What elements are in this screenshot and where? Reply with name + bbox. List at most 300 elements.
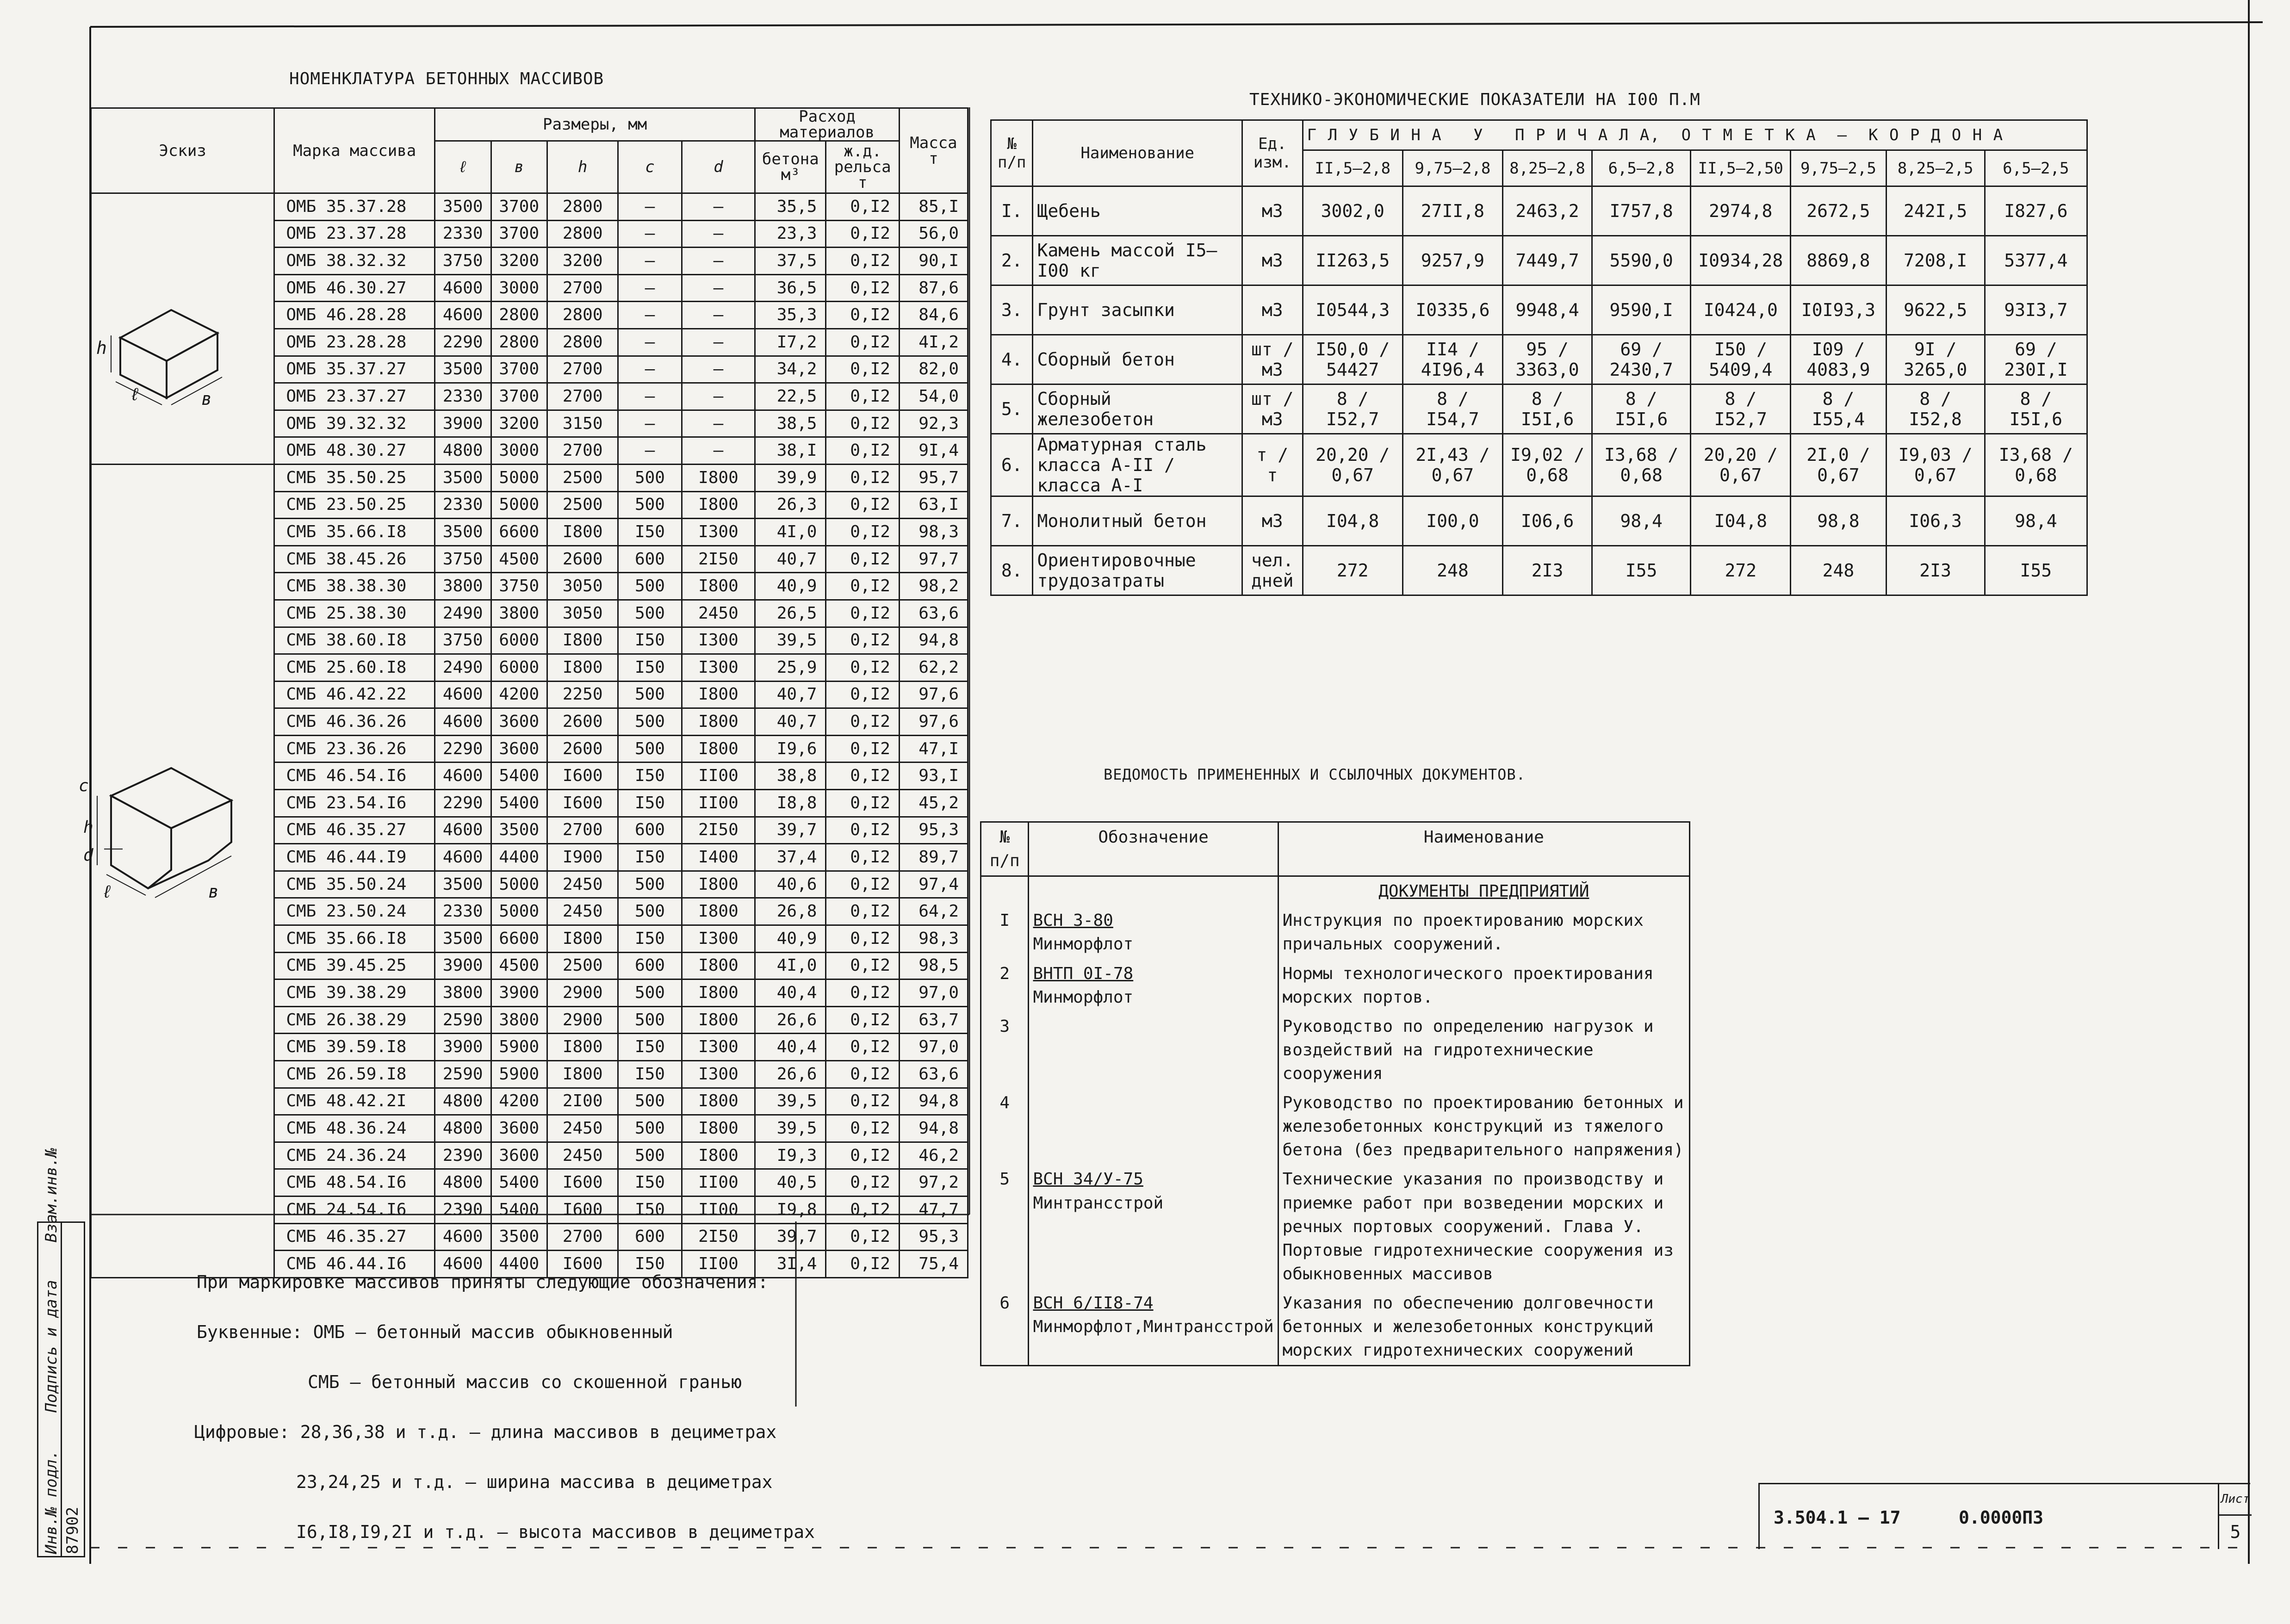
value-cell: I0544,3	[1303, 285, 1403, 335]
value-cell: –	[682, 329, 755, 356]
docs-section: ДОКУМЕНТЫ ПРЕДПРИЯТИЙ	[1278, 876, 1689, 906]
row-unit: шт / м3	[1242, 335, 1303, 384]
value-cell: –	[682, 193, 755, 221]
sketch-smb-l: ℓ	[102, 881, 112, 902]
value-cell: 3500	[434, 871, 491, 898]
value-cell: 26,5	[755, 600, 826, 627]
row-number: 8.	[991, 546, 1033, 595]
value-cell: 6600	[491, 925, 547, 953]
mark-cell: СМБ 46.44.I9	[274, 844, 435, 871]
value-cell: I757,8	[1592, 186, 1691, 236]
header-l: ℓ	[434, 141, 491, 193]
value-cell: I800	[547, 925, 618, 953]
value-cell: I800	[547, 627, 618, 654]
value-cell: 40,9	[755, 573, 826, 600]
value-cell: 2330	[434, 491, 491, 519]
value-cell: 0,I2	[826, 464, 900, 491]
value-cell: 20,20 / 0,67	[1303, 434, 1403, 496]
row-number: 4.	[991, 335, 1033, 384]
value-cell: 4500	[491, 545, 547, 573]
value-cell: 89,7	[899, 844, 968, 871]
value-cell: 0,I2	[826, 1251, 900, 1278]
value-cell: 3800	[491, 600, 547, 627]
value-cell: I7,2	[755, 329, 826, 356]
value-cell: 40,9	[755, 925, 826, 953]
tech-h-depth: Г Л У Б И Н А У П Р И Ч А Л А, О Т М Е Т К А – К О Р Д О Н А	[1303, 120, 2087, 150]
value-cell: I06,3	[1886, 496, 1985, 546]
doc-code: ВСН 3-80	[1033, 911, 1113, 930]
doc-row	[981, 1088, 1690, 1165]
table-row	[91, 193, 968, 221]
value-cell: I0I93,3	[1791, 285, 1886, 335]
header-mass: Масса т	[899, 108, 968, 193]
value-cell: I8,8	[755, 790, 826, 817]
value-cell: 69 / 2430,7	[1592, 335, 1691, 384]
value-cell: 7208,I	[1886, 236, 1985, 285]
value-cell: –	[618, 274, 682, 302]
row-number: 5.	[991, 384, 1033, 434]
value-cell: 500	[618, 871, 682, 898]
value-cell: 4200	[491, 1088, 547, 1115]
value-cell: I50,0 / 54427	[1303, 335, 1403, 384]
table-row	[991, 335, 2087, 384]
value-cell: 97,4	[899, 871, 968, 898]
mark-cell: ОМБ 23.28.28	[274, 329, 435, 356]
value-cell: 3200	[491, 410, 547, 437]
value-cell: 3500	[434, 193, 491, 221]
value-cell: II4 / 4I96,4	[1403, 335, 1502, 384]
legend-line-6: I6,I8,I9,2I и т.д. – высота массивов в дециметрах	[296, 1522, 815, 1542]
value-cell: 5000	[491, 898, 547, 925]
value-cell: 0,I2	[826, 193, 900, 221]
tech-title: ТЕХНИКО-ЭКОНОМИЧЕСКИЕ ПОКАЗАТЕЛИ НА I00 П.М	[1249, 90, 1700, 109]
value-cell: 2330	[434, 383, 491, 410]
value-cell: 4600	[434, 844, 491, 871]
doc-code-cell	[1029, 1088, 1278, 1165]
value-cell: 0,I2	[826, 1169, 900, 1196]
value-cell: II00	[682, 762, 755, 790]
value-cell: 6600	[491, 519, 547, 546]
mark-cell: СМБ 46.42.22	[274, 681, 435, 708]
sketch-smb-side	[148, 800, 231, 888]
doc-number: I	[981, 906, 1029, 959]
value-cell: 2250	[547, 681, 618, 708]
header-sizes: Размеры, мм	[434, 108, 755, 141]
value-cell: 8 / I52,7	[1303, 384, 1403, 434]
depth-header: II,5–2,8	[1303, 150, 1403, 186]
value-cell: 9257,9	[1403, 236, 1502, 285]
value-cell: I300	[682, 1034, 755, 1061]
value-cell: 242I,5	[1886, 186, 1985, 236]
value-cell: 4600	[434, 817, 491, 844]
mark-cell: СМБ 24.36.24	[274, 1142, 435, 1169]
value-cell: 0,I2	[826, 410, 900, 437]
mark-cell: СМБ 23.50.25	[274, 491, 435, 519]
value-cell: 35,3	[755, 302, 826, 329]
value-cell: 2800	[491, 302, 547, 329]
mark-cell: СМБ 35.50.24	[274, 871, 435, 898]
value-cell: 4800	[434, 1088, 491, 1115]
value-cell: 5400	[491, 1169, 547, 1196]
value-cell: 97,7	[899, 545, 968, 573]
value-cell: 4200	[491, 681, 547, 708]
doc-number: 3	[981, 1012, 1029, 1088]
sketch-smb	[79, 750, 273, 916]
row-unit: шт / м3	[1242, 384, 1303, 434]
value-cell: 2672,5	[1791, 186, 1886, 236]
value-cell: I800	[682, 1006, 755, 1034]
sheet-label: Лист	[2219, 1484, 2252, 1516]
mark-cell: СМБ 38.38.30	[274, 573, 435, 600]
value-cell: 3750	[434, 248, 491, 275]
value-cell: 94,8	[899, 627, 968, 654]
value-cell: 2I50	[682, 545, 755, 573]
value-cell: 5590,0	[1592, 236, 1691, 285]
doc-org: Минтрансстрой	[1033, 1193, 1164, 1213]
value-cell: 39,7	[755, 1223, 826, 1251]
sketch-omb-front	[120, 338, 167, 398]
row-number: I.	[991, 186, 1033, 236]
value-cell: 500	[618, 464, 682, 491]
value-cell: 2390	[434, 1142, 491, 1169]
value-cell: 2700	[547, 356, 618, 383]
value-cell: I50	[618, 1034, 682, 1061]
value-cell: 84,6	[899, 302, 968, 329]
value-cell: 2450	[682, 600, 755, 627]
value-cell: 63,6	[899, 1061, 968, 1088]
value-cell: 3700	[491, 193, 547, 221]
value-cell: I900	[547, 844, 618, 871]
value-cell: 0,I2	[826, 302, 900, 329]
value-cell: 2974,8	[1691, 186, 1791, 236]
value-cell: 2900	[547, 1006, 618, 1034]
value-cell: 500	[618, 898, 682, 925]
row-unit: т / т	[1242, 434, 1303, 496]
value-cell: 26,8	[755, 898, 826, 925]
value-cell: 0,I2	[826, 437, 900, 465]
value-cell: 2500	[547, 464, 618, 491]
doc-row	[981, 1289, 1690, 1366]
value-cell: 4600	[434, 274, 491, 302]
value-cell: 0,I2	[826, 681, 900, 708]
value-cell: I800	[682, 681, 755, 708]
value-cell: 98,3	[899, 925, 968, 953]
value-cell: I800	[682, 491, 755, 519]
table-row	[991, 236, 2087, 285]
mark-cell: ОМБ 46.30.27	[274, 274, 435, 302]
value-cell: 56,0	[899, 220, 968, 248]
table-row	[991, 546, 2087, 595]
value-cell: I800	[682, 952, 755, 979]
docs-table	[980, 821, 1690, 1366]
value-cell: 90,I	[899, 248, 968, 275]
sketch-omb-b: в	[201, 389, 212, 409]
value-cell: 2390	[434, 1196, 491, 1223]
mark-cell: СМБ 48.36.24	[274, 1115, 435, 1142]
value-cell: 2700	[547, 274, 618, 302]
value-cell: 3600	[491, 735, 547, 762]
mark-cell: СМБ 26.38.29	[274, 1006, 435, 1034]
value-cell: 3000	[491, 437, 547, 465]
doc-number: 4	[981, 1088, 1029, 1165]
value-cell: 64,2	[899, 898, 968, 925]
row-name: Монолитный бетон	[1033, 496, 1242, 546]
value-cell: 2800	[547, 329, 618, 356]
value-cell: 0,I2	[826, 356, 900, 383]
value-cell: 2800	[547, 193, 618, 221]
value-cell: 2463,2	[1503, 186, 1592, 236]
value-cell: 4800	[434, 1169, 491, 1196]
value-cell: 37,4	[755, 844, 826, 871]
value-cell: 85,I	[899, 193, 968, 221]
value-cell: 3900	[434, 952, 491, 979]
value-cell: 2I3	[1503, 546, 1592, 595]
value-cell: I300	[682, 627, 755, 654]
value-cell: 0,I2	[826, 925, 900, 953]
value-cell: I800	[682, 1142, 755, 1169]
value-cell: 5900	[491, 1061, 547, 1088]
value-cell: 2800	[491, 329, 547, 356]
table-row	[91, 464, 968, 491]
header-h: ℎ	[547, 141, 618, 193]
value-cell: I50	[618, 1061, 682, 1088]
value-cell: 600	[618, 1223, 682, 1251]
value-cell: 98,4	[1592, 496, 1691, 546]
row-name: Сборный железобетон	[1033, 384, 1242, 434]
sketch-omb	[93, 273, 259, 421]
value-cell: 2290	[434, 329, 491, 356]
value-cell: I9,6	[755, 735, 826, 762]
value-cell: –	[618, 193, 682, 221]
row-unit: м3	[1242, 285, 1303, 335]
value-cell: 2450	[547, 871, 618, 898]
value-cell: 0,I2	[826, 1006, 900, 1034]
value-cell: 93,I	[899, 762, 968, 790]
value-cell: 500	[618, 681, 682, 708]
value-cell: 0,I2	[826, 545, 900, 573]
value-cell: 3750	[434, 545, 491, 573]
value-cell: I800	[547, 1061, 618, 1088]
doc-name: Указания по обеспечению долговечности бетонных и железобетонных конструкций морских гидротехнических сооружений	[1278, 1289, 1689, 1366]
value-cell: –	[618, 220, 682, 248]
value-cell: I800	[682, 1115, 755, 1142]
docs-h-name: Наименование	[1278, 822, 1689, 876]
value-cell: 23,3	[755, 220, 826, 248]
mark-cell: СМБ 35.50.25	[274, 464, 435, 491]
value-cell: 2I50	[682, 817, 755, 844]
depth-header: 9,75–2,5	[1791, 150, 1886, 186]
value-cell: 40,7	[755, 681, 826, 708]
marking-legend	[194, 1245, 815, 1569]
value-cell: 47,7	[899, 1196, 968, 1223]
side-stamp	[37, 1147, 85, 1557]
value-cell: 40,7	[755, 545, 826, 573]
mark-cell: ОМБ 35.37.28	[274, 193, 435, 221]
value-cell: 40,6	[755, 871, 826, 898]
value-cell: 0,I2	[826, 491, 900, 519]
value-cell: 4500	[491, 952, 547, 979]
value-cell: 34,2	[755, 356, 826, 383]
value-cell: 8 / I54,7	[1403, 384, 1502, 434]
value-cell: 500	[618, 1088, 682, 1115]
mark-cell: ОМБ 46.28.28	[274, 302, 435, 329]
value-cell: 0,I2	[826, 1061, 900, 1088]
value-cell: I600	[547, 1169, 618, 1196]
value-cell: 9I,4	[899, 437, 968, 465]
value-cell: 3002,0	[1303, 186, 1403, 236]
value-cell: –	[618, 302, 682, 329]
row-unit: м3	[1242, 496, 1303, 546]
value-cell: 6000	[491, 627, 547, 654]
value-cell: –	[682, 356, 755, 383]
value-cell: 40,7	[755, 708, 826, 736]
value-cell: 3000	[491, 274, 547, 302]
value-cell: 54,0	[899, 383, 968, 410]
value-cell: 63,I	[899, 491, 968, 519]
value-cell: 40,5	[755, 1169, 826, 1196]
sketch-omb-h: ℎ	[96, 338, 107, 358]
doc-code-cell	[1029, 1012, 1278, 1088]
sketch-smb-b: в	[208, 881, 219, 902]
doc-number: 0.0000ПЗ	[1959, 1507, 2044, 1528]
value-cell: I06,6	[1503, 496, 1592, 546]
value-cell: 3500	[434, 464, 491, 491]
depth-header: 6,5–2,5	[1985, 150, 2087, 186]
mark-cell: ОМБ 23.37.28	[274, 220, 435, 248]
table-row	[991, 434, 2087, 496]
value-cell: 5377,4	[1985, 236, 2087, 285]
value-cell: II00	[682, 1169, 755, 1196]
value-cell: 98,2	[899, 573, 968, 600]
value-cell: 69 / 230I,I	[1985, 335, 2087, 384]
value-cell: 40,4	[755, 979, 826, 1007]
value-cell: 5400	[491, 790, 547, 817]
title-block	[1758, 1483, 2250, 1549]
value-cell: 0,I2	[826, 898, 900, 925]
sign-label: Подпись и дата	[42, 1280, 61, 1413]
value-cell: 27II,8	[1403, 186, 1502, 236]
mark-cell: СМБ 38.45.26	[274, 545, 435, 573]
table-row	[991, 285, 2087, 335]
value-cell: 500	[618, 735, 682, 762]
value-cell: 22,5	[755, 383, 826, 410]
value-cell: 5900	[491, 1034, 547, 1061]
value-cell: 38,5	[755, 410, 826, 437]
value-cell: 45,2	[899, 790, 968, 817]
mark-cell: СМБ 46.44.I6	[274, 1251, 435, 1278]
value-cell: 500	[618, 600, 682, 627]
row-number: 7.	[991, 496, 1033, 546]
value-cell: 26,3	[755, 491, 826, 519]
doc-name: Руководство по определению нагрузок и воздействий на гидротехнические сооружения	[1278, 1012, 1689, 1088]
value-cell: 3500	[434, 356, 491, 383]
inv-label: Инв.№ подл.	[42, 1450, 61, 1554]
value-cell: I50	[618, 1196, 682, 1223]
value-cell: 3600	[491, 1142, 547, 1169]
value-cell: –	[618, 437, 682, 465]
value-cell: 500	[618, 708, 682, 736]
value-cell: I55	[1592, 546, 1691, 595]
value-cell: I800	[547, 654, 618, 682]
doc-name: Инструкция по проектированию морских причальных сооружений.	[1278, 906, 1689, 959]
inv-number: 87902	[63, 1506, 82, 1554]
value-cell: I50	[618, 762, 682, 790]
depth-header: 8,25–2,8	[1503, 150, 1592, 186]
value-cell: 3900	[434, 410, 491, 437]
value-cell: 97,0	[899, 1034, 968, 1061]
doc-name: Нормы технологического проектирования морских портов.	[1278, 959, 1689, 1012]
value-cell: I04,8	[1303, 496, 1403, 546]
value-cell: 0,I2	[826, 1196, 900, 1223]
value-cell: 272	[1303, 546, 1403, 595]
row-name: Грунт засыпки	[1033, 285, 1242, 335]
value-cell: 3900	[434, 1034, 491, 1061]
legend-line-3: СМБ – бетонный массив со скошенной гранью	[308, 1372, 742, 1392]
row-unit: м3	[1242, 186, 1303, 236]
header-rail: ж.д. рельса т	[826, 141, 900, 193]
value-cell: I50	[618, 519, 682, 546]
value-cell: 63,6	[899, 600, 968, 627]
value-cell: 2500	[547, 491, 618, 519]
header-c: с	[618, 141, 682, 193]
value-cell: 92,3	[899, 410, 968, 437]
tech-h-num: № п/п	[991, 120, 1033, 186]
mark-cell: СМБ 39.38.29	[274, 979, 435, 1007]
value-cell: 272	[1691, 546, 1791, 595]
tech-h-unit: Ед. изм.	[1242, 120, 1303, 186]
value-cell: 26,6	[755, 1061, 826, 1088]
value-cell: 5000	[491, 871, 547, 898]
doc-org: Минморфлот	[1033, 935, 1134, 954]
doc-org: Минморфлот	[1033, 987, 1134, 1007]
row-unit: м3	[1242, 236, 1303, 285]
value-cell: 600	[618, 952, 682, 979]
value-cell: I55	[1985, 546, 2087, 595]
doc-code: ВНТП 0I-78	[1033, 964, 1134, 983]
value-cell: 39,5	[755, 627, 826, 654]
value-cell: –	[618, 329, 682, 356]
doc-row	[981, 906, 1690, 959]
value-cell: 8 / I52,8	[1886, 384, 1985, 434]
nomenclature-title: НОМЕНКЛАТУРА БЕТОННЫХ МАССИВОВ	[289, 69, 604, 88]
value-cell: 97,6	[899, 681, 968, 708]
value-cell: 500	[618, 979, 682, 1007]
docs-title: ВЕДОМОСТЬ ПРИМЕНЕННЫХ И ССЫЛОЧНЫХ ДОКУМЕНТОВ.	[1104, 766, 1526, 783]
value-cell: 4600	[434, 302, 491, 329]
value-cell: 0,I2	[826, 248, 900, 275]
value-cell: I800	[547, 519, 618, 546]
value-cell: 0,I2	[826, 790, 900, 817]
value-cell: 0,I2	[826, 871, 900, 898]
value-cell: 2330	[434, 220, 491, 248]
value-cell: –	[682, 383, 755, 410]
value-cell: 6000	[491, 654, 547, 682]
value-cell: 4600	[434, 681, 491, 708]
table-row	[991, 186, 2087, 236]
table-row	[991, 496, 2087, 546]
value-cell: 97,0	[899, 979, 968, 1007]
value-cell: –	[682, 437, 755, 465]
value-cell: 0,I2	[826, 329, 900, 356]
value-cell: I50	[618, 627, 682, 654]
value-cell: 8 / I55,4	[1791, 384, 1886, 434]
row-name: Щебень	[1033, 186, 1242, 236]
value-cell: 0,I2	[826, 735, 900, 762]
value-cell: II00	[682, 1196, 755, 1223]
value-cell: I50	[618, 1251, 682, 1278]
table-row	[991, 384, 2087, 434]
value-cell: 8 / I52,7	[1691, 384, 1791, 434]
